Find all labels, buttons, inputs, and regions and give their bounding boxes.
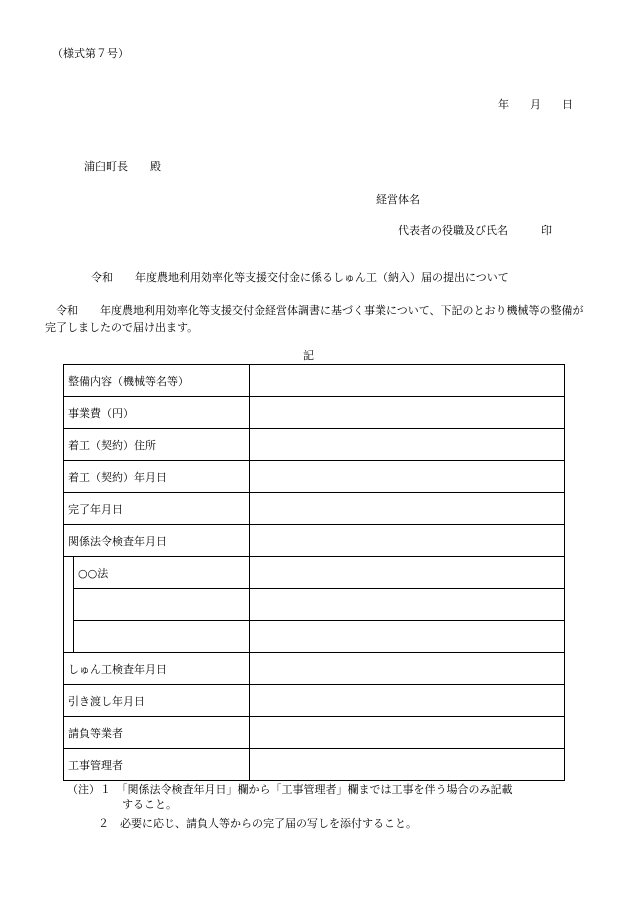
row-label: 事業費（円） xyxy=(64,397,250,429)
row-value-cell[interactable] xyxy=(250,493,565,525)
table-sub-row xyxy=(64,621,565,653)
sub-row-label: ○○法 xyxy=(74,557,250,589)
date-month: 月 xyxy=(530,98,541,111)
table-row xyxy=(64,429,565,461)
row-value-cell[interactable] xyxy=(250,365,565,397)
row-value-cell[interactable] xyxy=(250,397,565,429)
table-row xyxy=(64,397,565,429)
row-label: 関係法令検査年月日 xyxy=(64,525,250,557)
row-value-cell[interactable] xyxy=(250,461,565,493)
table-sub-row xyxy=(64,557,565,589)
indent-spacer xyxy=(64,557,74,589)
sub-row-label xyxy=(74,621,250,653)
row-label: 着工（契約）年月日 xyxy=(64,461,250,493)
row-label: 完了年月日 xyxy=(64,493,250,525)
row-value-cell[interactable] xyxy=(250,717,565,749)
notes xyxy=(67,782,513,812)
sub-row-value-cell[interactable] xyxy=(250,621,565,653)
table-row xyxy=(64,717,565,749)
note-2: ２ 必要に応じ、請負人等からの完了届の写しを添付すること。 xyxy=(98,817,417,830)
row-value-cell[interactable] xyxy=(250,749,565,781)
entity-name-label: 経営体名 xyxy=(376,193,420,206)
subject-line: 令和 年度農地利用効率化等支援交付金に係るしゅん工（納入）届の提出について xyxy=(91,271,509,284)
sub-row-value-cell[interactable] xyxy=(250,589,565,621)
row-label: 整備内容（機械等名等） xyxy=(64,365,250,397)
table-row xyxy=(64,525,565,557)
row-label: 請負等業者 xyxy=(64,717,250,749)
indent-spacer xyxy=(64,621,74,653)
date-line xyxy=(498,98,573,112)
addressee: 浦臼町長 殿 xyxy=(84,160,161,173)
table-row xyxy=(64,461,565,493)
table-row xyxy=(64,749,565,781)
sub-row-value-cell[interactable] xyxy=(250,557,565,589)
table-row xyxy=(64,365,565,397)
table-row xyxy=(64,653,565,685)
date-day: 日 xyxy=(562,98,573,111)
row-value-cell[interactable] xyxy=(250,685,565,717)
table-row xyxy=(64,493,565,525)
completion-form-table xyxy=(63,364,565,781)
note-1-line-1: （注）１ 「関係法令検査年月日」欄から「工事管理者」欄までは工事を伴う場合のみ記載 xyxy=(67,783,513,796)
sub-row-label xyxy=(74,589,250,621)
row-label: 引き渡し年月日 xyxy=(64,685,250,717)
note-1-line-2: すること。 xyxy=(67,798,177,811)
form-number: （様式第７号） xyxy=(52,47,129,60)
representative-label: 代表者の役職及び氏名 印 xyxy=(398,224,552,237)
body-text: 令和 年度農地利用効率化等支援交付金経営体調書に基づく事業について、下記のとおり機械等の整備が完了しましたので届け出ます。 xyxy=(45,304,584,334)
table-sub-row xyxy=(64,589,565,621)
row-label: 着工（契約）住所 xyxy=(64,429,250,461)
row-value-cell[interactable] xyxy=(250,525,565,557)
table-row xyxy=(64,685,565,717)
row-label: しゅん工検査年月日 xyxy=(64,653,250,685)
indent-spacer xyxy=(64,589,74,621)
row-value-cell[interactable] xyxy=(250,653,565,685)
ki-heading: 記 xyxy=(303,349,314,362)
row-label: 工事管理者 xyxy=(64,749,250,781)
row-value-cell[interactable] xyxy=(250,429,565,461)
date-year: 年 xyxy=(498,98,509,111)
